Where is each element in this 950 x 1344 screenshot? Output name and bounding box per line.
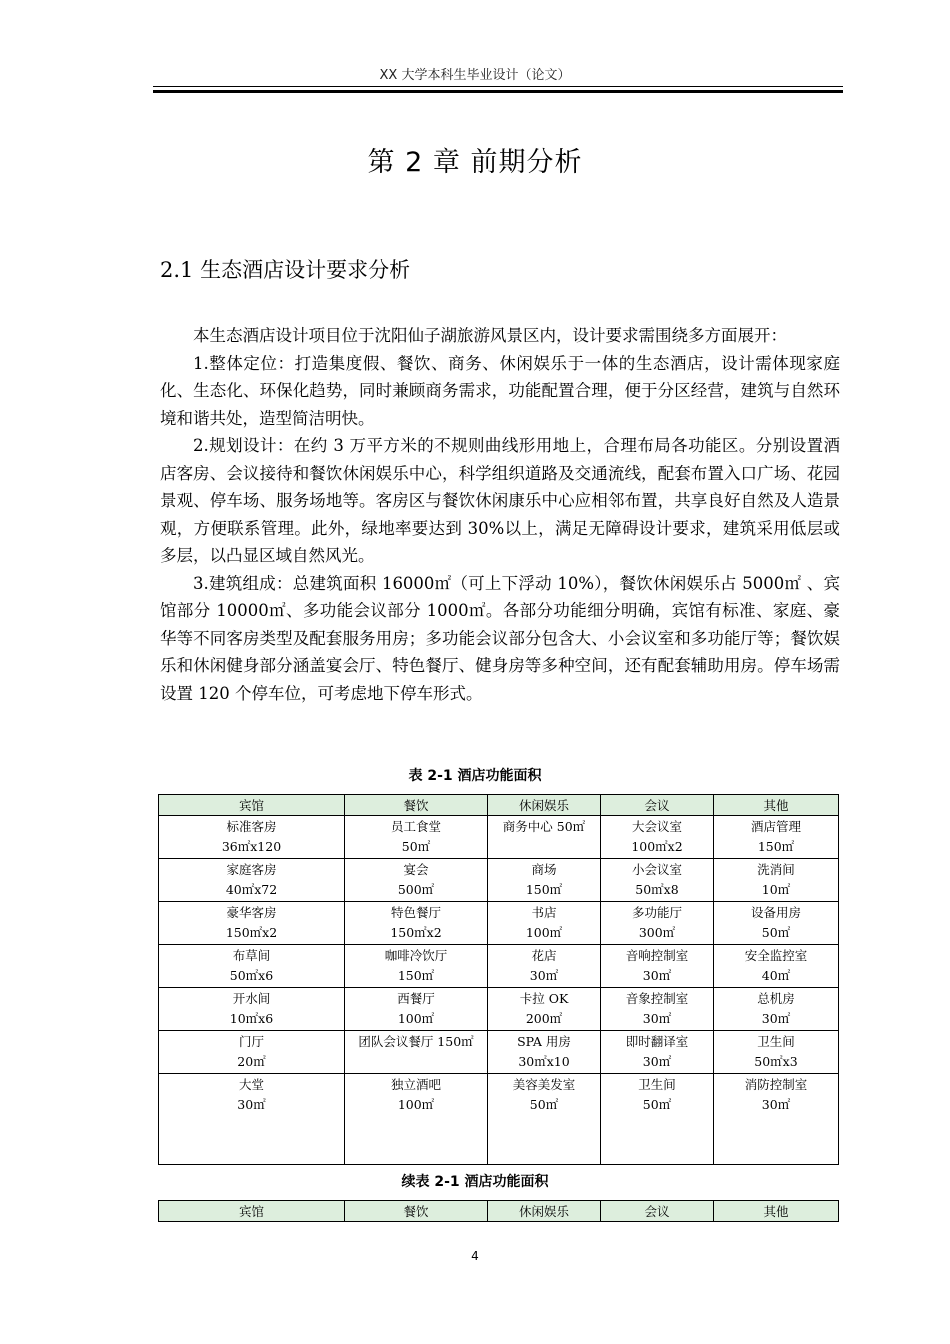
cell-area: 30㎡ [642,968,672,983]
table-cell [159,816,345,859]
section-title: 生态酒店设计要求分析 [200,258,411,282]
cell-area: 100㎡ [525,925,563,940]
chapter-title: 第 2 章 前期分析 [367,147,583,178]
table1-caption: 表 2-1 酒店功能面积 [408,768,542,784]
cell-area: 100㎡ [397,1011,435,1026]
cell-area: 50㎡x8 [635,882,679,897]
cell-room-name: 大会议室 [631,819,682,834]
cell-room-name: 布草间 [232,948,271,963]
table-cell [159,988,345,1031]
cell-room-name: 宴会 [403,862,429,877]
cell-room-name: SPA 用房 [517,1034,571,1049]
cell-area: 50㎡x6 [229,968,274,983]
table-cell [714,816,839,859]
table-cell [601,859,714,902]
running-header: XX 大学本科生毕业设计（论文） [379,68,571,83]
cell-area: 30㎡ [529,968,559,983]
cell-room-name: 西餐厅 [397,991,435,1006]
cell-room-name: 即时翻译室 [625,1034,689,1049]
cell-area: 150㎡ [525,882,563,897]
cell-area: 10㎡ [761,882,791,897]
table-cell [345,859,488,902]
table-cell [601,816,714,859]
table-cell [714,859,839,902]
table-cell [159,902,345,945]
cell-area: 150㎡ [397,968,435,983]
table-cell [345,816,488,859]
table-cell [714,945,839,988]
table-cell [345,945,488,988]
table-cell [601,988,714,1031]
cell-room-name: 卡拉 OK [519,991,569,1006]
table-header-cell: 休闲娱乐 [488,1201,601,1222]
table-cell [159,859,345,902]
table-cell [345,988,488,1031]
cell-room-name: 洗消间 [757,862,795,877]
cell-room-name: 标准客房 [226,819,277,834]
cell-area: 500㎡ [397,882,435,897]
cell-area: 50㎡x3 [754,1054,798,1069]
cell-area: 40㎡ [761,968,791,983]
table-cell [488,1031,601,1074]
cell-area: 100㎡x2 [631,839,683,854]
cell-room-name: 音象控制室 [625,991,689,1006]
cell-room-name: 开水间 [232,991,271,1006]
function-area-table-continued [158,1200,839,1222]
cell-area: 200㎡ [525,1011,563,1026]
cell-room-name: 设备用房 [750,905,801,920]
cell-room-name: 咖啡冷饮厅 [384,948,448,963]
cell-room-name: 多功能厅 [631,905,682,920]
cell-room-name: 门厅 [238,1034,264,1049]
cell-area: 300㎡ [638,925,676,940]
header-rule-thin [153,86,843,87]
cell-area: 40㎡x72 [225,882,278,897]
table-cell [159,1074,345,1165]
table-header-cell: 其他 [714,795,839,816]
table-header-row [159,1201,839,1222]
paragraph-planning: 2.规划设计：在约 3 万平方米的不规则曲线形用地上，合理布局各功能区。分别设置酒店客房、会议接待和餐饮休闲娱乐中心，科学组织道路及交通流线，配套布置入口广场、花园景观、停车场、服务场地等。客房区与餐饮休闲康乐中心应相邻布置，共享良好自然及人造景观，方便联系管理。此外，绿地率要达到 30%以上，满足无障碍设计要求，建筑采用低层或多层，以凸显区域自然风光。 [160,436,840,565]
table-cell [159,1031,345,1074]
table-row [159,945,839,988]
table-cell [714,902,839,945]
cell-room-name: 美容美发室 [512,1077,576,1092]
table-cell [345,902,488,945]
table-cell [488,1074,601,1165]
cell-room-name: 小会议室 [631,862,682,877]
cell-room-name: 商场 [531,862,557,877]
cell-room-name: 卫生间 [757,1034,795,1049]
cell-area: 30㎡x10 [518,1054,570,1069]
cell-area: 20㎡ [237,1054,266,1069]
table-cell [601,902,714,945]
table-cell [345,1031,488,1074]
table-row [159,988,839,1031]
paragraph-composition: 3.建筑组成：总建筑面积 16000㎡（可上下浮动 10%），餐饮休闲娱乐占 5000㎡ 、宾馆部分 10000㎡、多功能会议部分 1000㎡。各部分功能细分明确，宾馆有标准、家庭、豪华等不同客房类型及配套服务用房；多功能会议部分包含大、小会议室和多功能厅等；餐饮娱乐和休闲健身部分涵盖宴会厅、特色餐厅、健身房等多种空间，还有配套辅助用房。停车场需设置 120 个停车位，可考虑地下停车形式。 [160,573,840,703]
cell-room-name: 音响控制室 [625,948,689,963]
table2-caption: 续表 2-1 酒店功能面积 [401,1174,549,1190]
paragraph-positioning: 1.整体定位：打造集度假、餐饮、商务、休闲娱乐于一体的生态酒店，设计需体现家庭化、生态化、环保化趋势，同时兼顾商务需求，功能配置合理，便于分区经营，建筑与自然环境和谐共处，造型简洁明快。 [160,353,840,428]
cell-area: 50㎡ [761,925,791,940]
table-row [159,859,839,902]
table-header-cell: 休闲娱乐 [488,795,601,816]
table-cell [601,1074,714,1165]
cell-room-name: 独立酒吧 [390,1077,441,1092]
cell-room-name: 家庭客房 [226,862,277,877]
section-heading [160,254,410,284]
cell-room-name: 特色餐厅 [390,905,441,920]
table-row [159,902,839,945]
cell-room-name: 员工食堂 [390,819,441,834]
cell-area: 50㎡ [401,839,431,854]
cell-room-name: 团队会议餐厅 150㎡ [358,1034,474,1049]
cell-room-name: 消防控制室 [744,1077,808,1092]
table-cell [345,1074,488,1165]
table-header-cell: 宾馆 [159,1201,345,1222]
table-cell [488,859,601,902]
table-cell [601,945,714,988]
cell-area: 150㎡x2 [225,925,278,940]
table-header-cell: 餐饮 [345,1201,488,1222]
table-cell [714,1074,839,1165]
table-header-cell: 会议 [601,1201,714,1222]
header-rule-thick [153,90,843,93]
cell-area: 30㎡ [642,1011,672,1026]
table-row [159,816,839,859]
table-cell [601,1031,714,1074]
table-row [159,1074,839,1165]
cell-room-name: 大堂 [238,1077,264,1092]
cell-area: 150㎡ [757,839,795,854]
cell-area: 30㎡ [761,1011,791,1026]
table-header-cell: 宾馆 [159,795,345,816]
table-header-row [159,795,839,816]
table-header-cell: 其他 [714,1201,839,1222]
cell-room-name: 总机房 [757,991,795,1006]
cell-area: 150㎡x2 [390,925,442,940]
cell-room-name: 酒店管理 [750,819,801,834]
function-area-table [158,794,839,1165]
table-cell [488,816,601,859]
section-number: 2.1 [160,258,194,282]
body-text [160,322,840,707]
table-row [159,1031,839,1074]
cell-room-name: 卫生间 [638,1077,676,1092]
cell-area: 100㎡ [397,1097,435,1112]
table-cell [488,902,601,945]
cell-area: 30㎡ [237,1097,266,1112]
cell-room-name: 花店 [531,948,557,963]
cell-room-name: 安全监控室 [744,948,808,963]
paragraph-intro: 本生态酒店设计项目位于沈阳仙子湖旅游风景区内，设计要求需围绕多方面展开： [193,326,787,345]
cell-room-name: 书店 [531,905,557,920]
cell-area: 36㎡x120 [221,839,282,854]
page-number: 4 [471,1249,479,1263]
cell-area: 50㎡ [642,1097,672,1112]
cell-area: 10㎡x6 [229,1011,274,1026]
cell-room-name: 商务中心 50㎡ [502,819,586,834]
table-cell [488,945,601,988]
cell-room-name: 豪华客房 [226,905,277,920]
cell-area: 50㎡ [529,1097,559,1112]
table-header-cell: 会议 [601,795,714,816]
table-cell [714,988,839,1031]
cell-area: 30㎡ [642,1054,672,1069]
table-cell [159,945,345,988]
table-cell [488,988,601,1031]
cell-area: 30㎡ [761,1097,791,1112]
table-header-cell: 餐饮 [345,795,488,816]
table-cell [714,1031,839,1074]
